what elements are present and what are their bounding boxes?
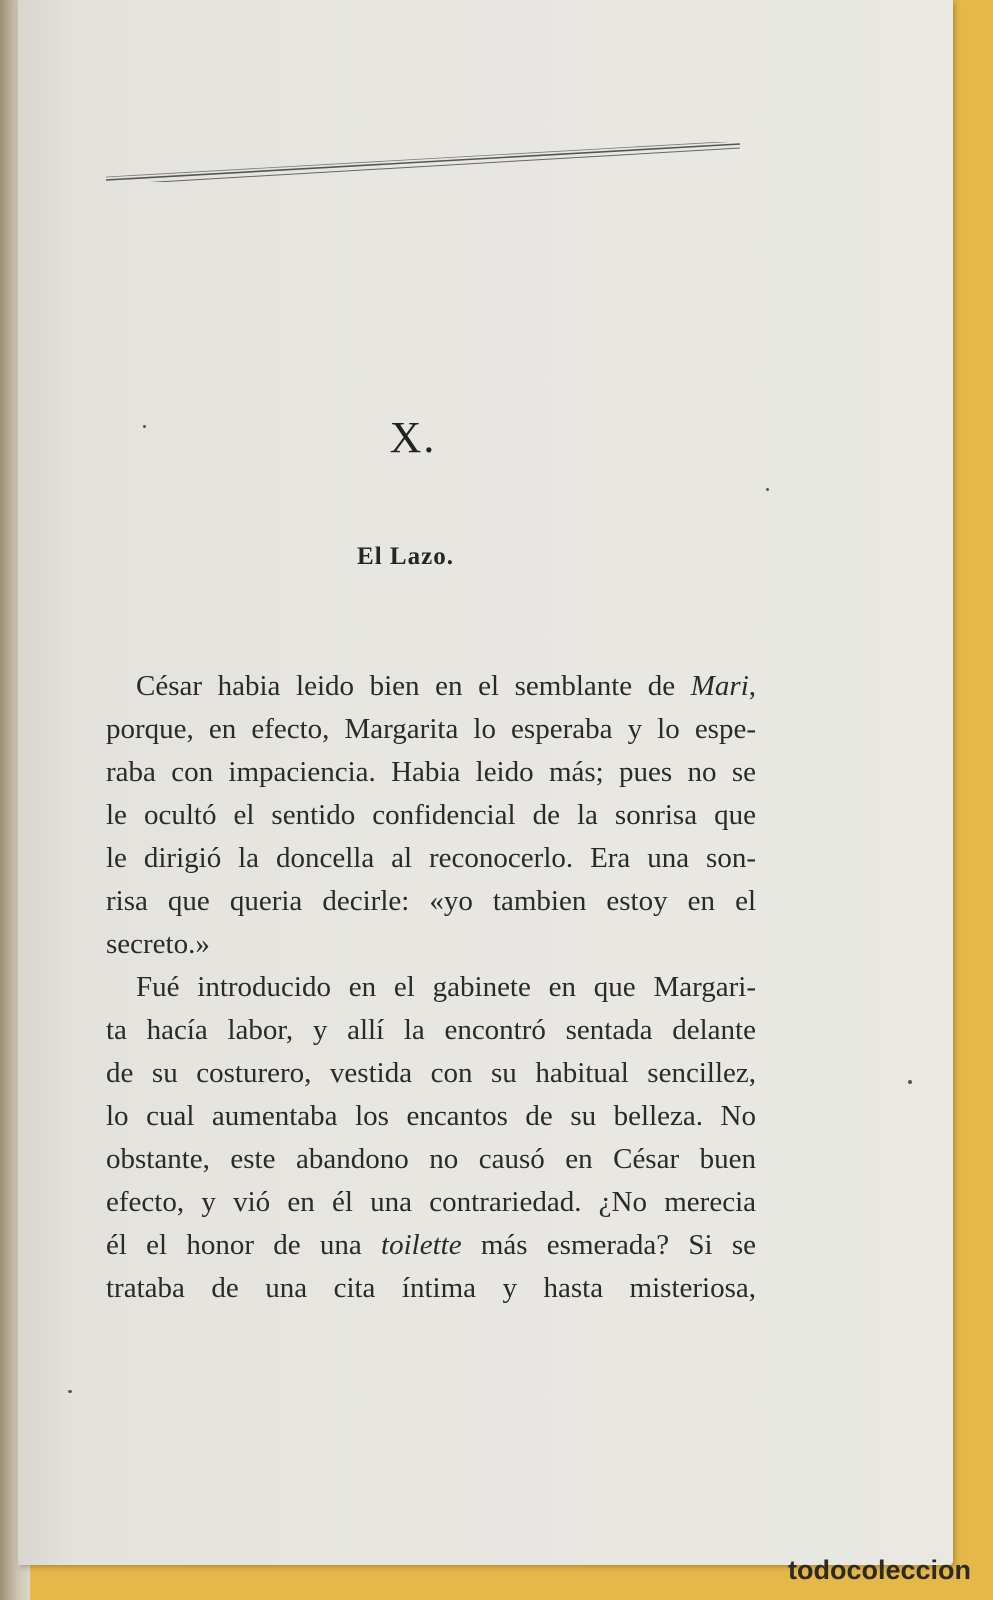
text-line: trataba de una cita íntima y hasta misteriosa, (106, 1272, 756, 1304)
text-line: le dirigió la doncella al reconocerlo. Era una son- (106, 842, 756, 874)
text-line: de su costurero, vestida con su habitual sencillez, (106, 1057, 756, 1089)
chapter-number: X. (389, 413, 437, 462)
text-line: lo cual aumentaba los encantos de su belleza. No (106, 1100, 756, 1132)
text-line: le ocultó el sentido confidencial de la sonrisa que (106, 799, 756, 831)
text-line: Fué introducido en el gabinete en que Margari- (136, 971, 756, 1003)
body-text (106, 665, 756, 1310)
text-line: ta hacía labor, y allí la encontró sentada delante (106, 1014, 756, 1046)
paper-speck (766, 488, 769, 491)
text-line: obstante, este abandono no causó en César buen (106, 1143, 756, 1175)
paper-speck (908, 1080, 912, 1084)
watermark-logo: todocoleccion (787, 1555, 971, 1585)
paragraph-2 (106, 966, 756, 1310)
text-line: raba con impaciencia. Habia leido más; pues no se (106, 756, 756, 788)
text-line: César habia leido bien en el semblante de Mari, (136, 670, 756, 702)
chapter-title: El Lazo. (357, 543, 454, 570)
book-page (18, 0, 953, 1565)
text-line: risa que queria decirle: «yo tambien estoy en el (106, 885, 756, 917)
text-line: efecto, y vió en él una contrariedad. ¿No merecia (106, 1186, 756, 1218)
paper-speck (68, 1390, 72, 1393)
text-line: secreto.» (106, 928, 210, 960)
paper-speck (143, 425, 146, 428)
text-line: porque, en efecto, Margarita lo esperaba y lo espe- (106, 713, 756, 745)
header-double-rule (106, 142, 740, 182)
text-line: él el honor de una toilette más esmerada? Si se (106, 1229, 756, 1261)
paragraph-1 (106, 665, 756, 966)
